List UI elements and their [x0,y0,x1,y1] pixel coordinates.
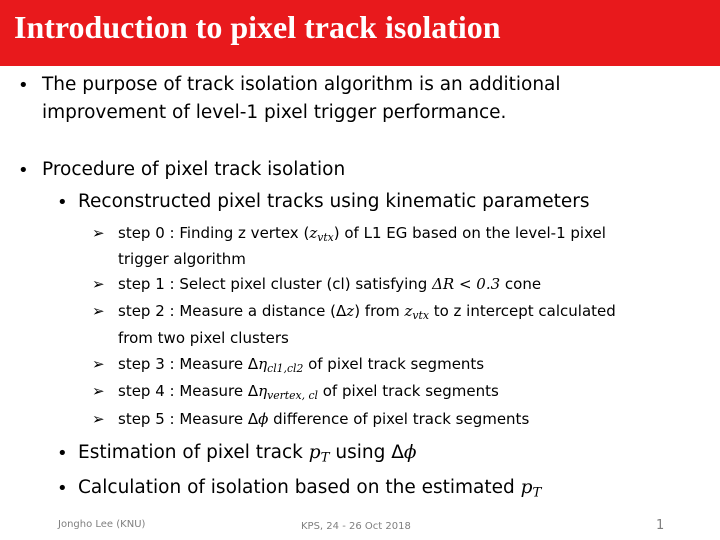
arrow-bullet-icon: ➢ [92,382,105,400]
step-3: step 3 : Measure $\Delta\eta_{cl1,cl2}$ of pixel track segments [118,355,485,376]
purpose-line-1: The purpose of track isolation algorithm is an additional [42,74,561,95]
procedure-heading: Procedure of pixel track isolation [42,159,346,180]
calculation-item: Calculation of isolation based on the estimated $p_T$ [78,477,542,501]
arrow-bullet-icon: ➢ [92,410,105,428]
bullet-icon: • [18,75,29,96]
step-0-continued: trigger algorithm [118,250,246,268]
footer-author: Jongho Lee (KNU) [58,519,146,530]
arrow-bullet-icon: ➢ [92,275,105,293]
page-number: 1 [656,518,665,533]
purpose-line-2: improvement of level-1 pixel trigger performance. [42,102,507,123]
step-2: step 2 : Measure a distance (Δz) from $z_{vtx}$ to z intercept calculated [118,302,616,323]
reco-item: Reconstructed pixel tracks using kinematic parameters [78,191,590,212]
step-0: step 0 : Finding z vertex $(z_{vtx})$ of L1 EG based on the level-1 pixel [118,224,606,245]
bullet-icon: • [57,192,68,213]
footer-date: KPS, 24 - 26 Oct 2018 [301,521,411,532]
bullet-icon: • [18,160,29,181]
bullet-icon: • [57,443,68,464]
estimation-item: Estimation of pixel track $p_T$ using Δϕ [78,442,417,466]
step-1: step 1 : Select pixel cluster (cl) satisfying ΔR < 0.3 cone [118,275,542,293]
step-5: step 5 : Measure Δϕ difference of pixel track segments [118,410,530,428]
step-2-continued: from two pixel clusters [118,329,289,347]
arrow-bullet-icon: ➢ [92,302,105,320]
title-bar [0,0,720,66]
step-4: step 4 : Measure $\Delta\eta_{vertex, cl}$ of pixel track segments [118,382,499,403]
slide-title: Introduction to pixel track isolation [14,9,501,45]
arrow-bullet-icon: ➢ [92,355,105,373]
arrow-bullet-icon: ➢ [92,224,105,242]
bullet-icon: • [57,478,68,499]
